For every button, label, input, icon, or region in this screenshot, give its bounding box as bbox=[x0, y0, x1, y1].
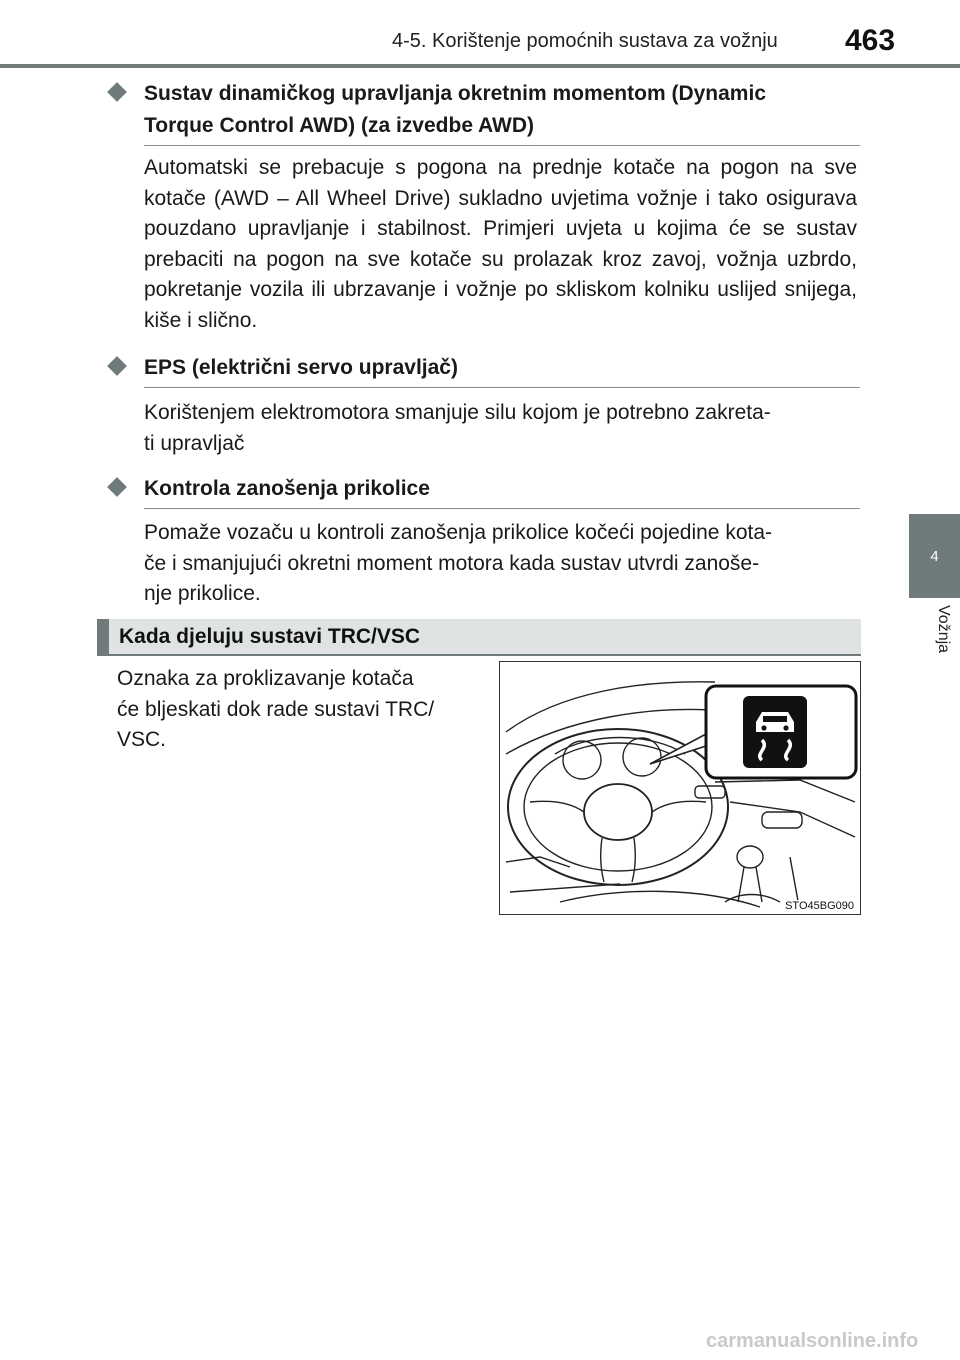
heading-text: EPS (električni servo upravljač) bbox=[144, 356, 458, 379]
section-heading: Kada djeluju sustavi TRC/VSC bbox=[119, 625, 421, 648]
paragraph-line: nje prikolice. bbox=[144, 582, 261, 605]
paragraph-line: Korištenjem elektromotora smanjuje silu kojom je potrebno zakreta- bbox=[144, 401, 771, 424]
heading-trailer-sway bbox=[104, 473, 860, 509]
heading-rule bbox=[144, 508, 860, 509]
heading-dynamic-torque bbox=[104, 78, 860, 146]
paragraph-trailer-sway bbox=[144, 518, 857, 610]
trc-note bbox=[117, 664, 477, 756]
heading-eps bbox=[104, 352, 860, 388]
section-heading-bar bbox=[97, 619, 861, 656]
heading-line-1: Sustav dinamičkog upravljanja okretnim momentom (Dynamic bbox=[144, 82, 766, 105]
figure-code: STO45BG090 bbox=[785, 900, 854, 912]
heading-line-2: Torque Control AWD) (za izvedbe AWD) bbox=[144, 114, 535, 137]
chapter-label: Vožnja bbox=[935, 605, 952, 654]
header-rule bbox=[0, 64, 960, 68]
dashboard-illustration bbox=[499, 661, 861, 915]
dashboard-drawing bbox=[500, 662, 861, 915]
chapter-number: 4 bbox=[930, 547, 939, 565]
heading-rule bbox=[144, 387, 860, 388]
page-number: 463 bbox=[845, 24, 896, 57]
note-line: VSC. bbox=[117, 728, 167, 751]
skid-indicator-icon bbox=[743, 696, 807, 768]
paragraph-dynamic-torque: Automatski se prebacuje s pogona na prednje kotače na pogon na sve kotače (AWD – All Wheel Drive) sukladno uvjetima vožnje i tako osigurava pouzdano upravljanje i stabilnost. Primjeri uvjeta u kojima će se sustav prebaciti na pogon na sve kotače su prolazak kroz zavoj, vožnja uzbrdo, pokretanje vozila ili ubrzavanje i vožnje po skliskom kolniku uslijed snijega, kiše i slično. bbox=[144, 156, 857, 332]
paragraph-line: ti upravljač bbox=[144, 431, 245, 455]
heading-text: Kontrola zanošenja prikolice bbox=[144, 477, 430, 500]
diamond-bullet-icon bbox=[107, 477, 127, 497]
diamond-bullet-icon bbox=[107, 356, 127, 376]
diamond-bullet-icon bbox=[107, 82, 127, 102]
note-line: Oznaka za proklizavanje kotača bbox=[117, 667, 414, 690]
heading-rule bbox=[144, 145, 860, 146]
paragraph-line: če i smanjujući okretni moment motora kada sustav utvrdi zanoše- bbox=[144, 551, 760, 575]
note-line: će bljeskati dok rade sustavi TRC/ bbox=[117, 697, 435, 721]
chapter-tab[interactable] bbox=[909, 514, 960, 598]
watermark[interactable]: carmanualsonline.info bbox=[706, 1330, 919, 1352]
section-title: 4-5. Korištenje pomoćnih sustava za vožnju bbox=[392, 30, 778, 52]
paragraph-eps bbox=[144, 398, 857, 459]
paragraph-line: Pomaže vozaču u kontroli zanošenja prikolice kočeći pojedine kota- bbox=[144, 521, 773, 544]
